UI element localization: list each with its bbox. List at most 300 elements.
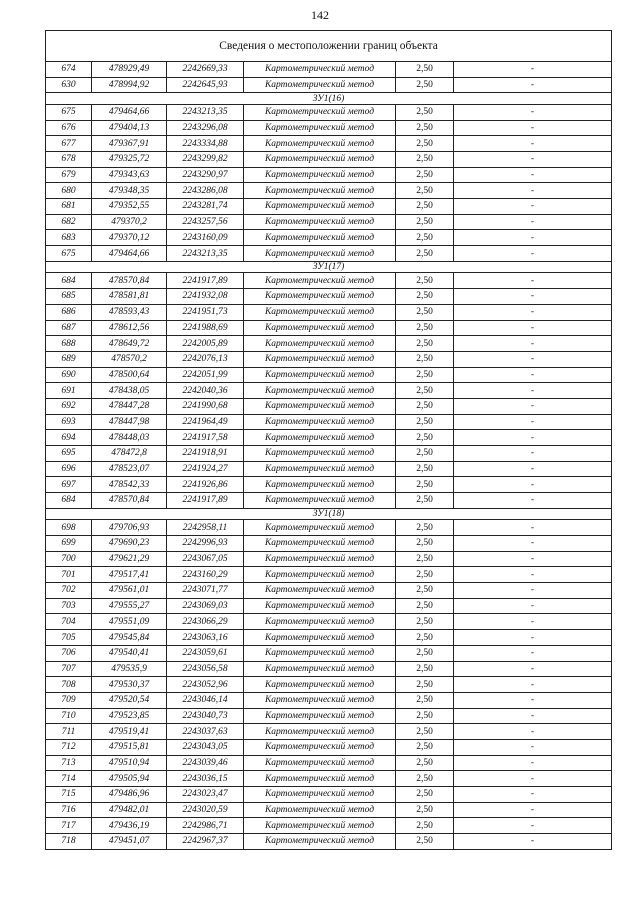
- point-number-cell: 707: [46, 661, 92, 677]
- y-coordinate-cell: 2243020,59: [167, 802, 244, 818]
- method-cell: Картометрический метод: [244, 461, 396, 477]
- accuracy-cell: 2,50: [396, 583, 454, 599]
- table-title: Сведения о местоположении границ объекта: [46, 31, 612, 62]
- accuracy-cell: 2,50: [396, 104, 454, 120]
- x-coordinate-cell: 479348,35: [92, 183, 167, 199]
- accuracy-cell: 2,50: [396, 661, 454, 677]
- description-cell: -: [454, 167, 612, 183]
- accuracy-cell: 2,50: [396, 199, 454, 215]
- x-coordinate-cell: 479706,93: [92, 520, 167, 536]
- x-coordinate-cell: 478438,05: [92, 383, 167, 399]
- accuracy-cell: 2,50: [396, 567, 454, 583]
- table-row: [46, 771, 612, 787]
- description-cell: -: [454, 739, 612, 755]
- table-row: [46, 273, 612, 289]
- point-number-cell: 703: [46, 598, 92, 614]
- point-number-cell: 685: [46, 289, 92, 305]
- point-number-cell: 718: [46, 834, 92, 850]
- y-coordinate-cell: 2243213,35: [167, 246, 244, 262]
- description-cell: -: [454, 246, 612, 262]
- table-row: [46, 152, 612, 168]
- table-row: [46, 214, 612, 230]
- x-coordinate-cell: 479545,84: [92, 630, 167, 646]
- y-coordinate-cell: 2243334,88: [167, 136, 244, 152]
- point-number-cell: 695: [46, 446, 92, 462]
- description-cell: -: [454, 430, 612, 446]
- method-cell: Картометрический метод: [244, 493, 396, 509]
- x-coordinate-cell: 478570,84: [92, 273, 167, 289]
- table-row: [46, 567, 612, 583]
- x-coordinate-cell: 478612,56: [92, 320, 167, 336]
- description-cell: -: [454, 677, 612, 693]
- description-cell: -: [454, 551, 612, 567]
- method-cell: Картометрический метод: [244, 567, 396, 583]
- y-coordinate-cell: 2243063,16: [167, 630, 244, 646]
- point-number-cell: 692: [46, 398, 92, 414]
- accuracy-cell: 2,50: [396, 398, 454, 414]
- description-cell: -: [454, 661, 612, 677]
- table-row: [46, 77, 612, 93]
- section-row: [46, 261, 612, 273]
- description-cell: -: [454, 755, 612, 771]
- method-cell: Картометрический метод: [244, 802, 396, 818]
- description-cell: -: [454, 802, 612, 818]
- method-cell: Картометрический метод: [244, 446, 396, 462]
- accuracy-cell: 2,50: [396, 645, 454, 661]
- accuracy-cell: 2,50: [396, 77, 454, 93]
- description-cell: -: [454, 289, 612, 305]
- description-cell: -: [454, 645, 612, 661]
- description-cell: -: [454, 692, 612, 708]
- y-coordinate-cell: 2243281,74: [167, 199, 244, 215]
- method-cell: Картометрический метод: [244, 414, 396, 430]
- method-cell: Картометрический метод: [244, 246, 396, 262]
- method-cell: Картометрический метод: [244, 834, 396, 850]
- x-coordinate-cell: 478593,43: [92, 304, 167, 320]
- accuracy-cell: 2,50: [396, 692, 454, 708]
- y-coordinate-cell: 2242669,33: [167, 62, 244, 78]
- x-coordinate-cell: 479690,23: [92, 536, 167, 552]
- y-coordinate-cell: 2243046,14: [167, 692, 244, 708]
- x-coordinate-cell: 479555,27: [92, 598, 167, 614]
- accuracy-cell: 2,50: [396, 493, 454, 509]
- point-number-cell: 690: [46, 367, 92, 383]
- method-cell: Картометрический метод: [244, 630, 396, 646]
- method-cell: Картометрический метод: [244, 645, 396, 661]
- accuracy-cell: 2,50: [396, 739, 454, 755]
- description-cell: -: [454, 520, 612, 536]
- point-number-cell: 705: [46, 630, 92, 646]
- table-row: [46, 692, 612, 708]
- y-coordinate-cell: 2242967,37: [167, 834, 244, 850]
- x-coordinate-cell: 479436,19: [92, 818, 167, 834]
- y-coordinate-cell: 2242958,11: [167, 520, 244, 536]
- y-coordinate-cell: 2242040,36: [167, 383, 244, 399]
- y-coordinate-cell: 2241964,49: [167, 414, 244, 430]
- description-cell: -: [454, 273, 612, 289]
- point-number-cell: 706: [46, 645, 92, 661]
- accuracy-cell: 2,50: [396, 536, 454, 552]
- x-coordinate-cell: 479464,66: [92, 246, 167, 262]
- y-coordinate-cell: 2243040,73: [167, 708, 244, 724]
- y-coordinate-cell: 2243056,58: [167, 661, 244, 677]
- y-coordinate-cell: 2242076,13: [167, 351, 244, 367]
- y-coordinate-cell: 2243037,63: [167, 724, 244, 740]
- point-number-cell: 694: [46, 430, 92, 446]
- x-coordinate-cell: 479451,07: [92, 834, 167, 850]
- accuracy-cell: 2,50: [396, 304, 454, 320]
- point-number-cell: 675: [46, 246, 92, 262]
- table-body: [46, 31, 612, 850]
- y-coordinate-cell: 2241917,89: [167, 493, 244, 509]
- y-coordinate-cell: 2242986,71: [167, 818, 244, 834]
- accuracy-cell: 2,50: [396, 246, 454, 262]
- table-row: [46, 536, 612, 552]
- accuracy-cell: 2,50: [396, 120, 454, 136]
- accuracy-cell: 2,50: [396, 630, 454, 646]
- x-coordinate-cell: 479343,63: [92, 167, 167, 183]
- table-row: [46, 645, 612, 661]
- x-coordinate-cell: 479523,85: [92, 708, 167, 724]
- point-number-cell: 630: [46, 77, 92, 93]
- point-number-cell: 693: [46, 414, 92, 430]
- table-row: [46, 320, 612, 336]
- description-cell: -: [454, 787, 612, 803]
- accuracy-cell: 2,50: [396, 771, 454, 787]
- description-cell: -: [454, 320, 612, 336]
- accuracy-cell: 2,50: [396, 289, 454, 305]
- description-cell: -: [454, 414, 612, 430]
- table-row: [46, 167, 612, 183]
- description-cell: -: [454, 398, 612, 414]
- method-cell: Картометрический метод: [244, 336, 396, 352]
- method-cell: Картометрический метод: [244, 477, 396, 493]
- accuracy-cell: 2,50: [396, 708, 454, 724]
- point-number-cell: 714: [46, 771, 92, 787]
- accuracy-cell: 2,50: [396, 614, 454, 630]
- point-number-cell: 680: [46, 183, 92, 199]
- table-row: [46, 430, 612, 446]
- method-cell: Картометрический метод: [244, 787, 396, 803]
- method-cell: Картометрический метод: [244, 771, 396, 787]
- description-cell: -: [454, 708, 612, 724]
- point-number-cell: 700: [46, 551, 92, 567]
- table-row: [46, 304, 612, 320]
- accuracy-cell: 2,50: [396, 320, 454, 336]
- table-row: [46, 834, 612, 850]
- y-coordinate-cell: 2243160,29: [167, 567, 244, 583]
- point-number-cell: 675: [46, 104, 92, 120]
- point-number-cell: 686: [46, 304, 92, 320]
- x-coordinate-cell: 479540,41: [92, 645, 167, 661]
- method-cell: Картометрический метод: [244, 351, 396, 367]
- y-coordinate-cell: 2241926,86: [167, 477, 244, 493]
- method-cell: Картометрический метод: [244, 152, 396, 168]
- table-row: [46, 183, 612, 199]
- section-row: [46, 508, 612, 520]
- point-number-cell: 684: [46, 493, 92, 509]
- method-cell: Картометрический метод: [244, 661, 396, 677]
- y-coordinate-cell: 2243071,77: [167, 583, 244, 599]
- table-row: [46, 446, 612, 462]
- y-coordinate-cell: 2243213,35: [167, 104, 244, 120]
- table-row: [46, 477, 612, 493]
- table-row: [46, 120, 612, 136]
- method-cell: Картометрический метод: [244, 536, 396, 552]
- x-coordinate-cell: 479482,01: [92, 802, 167, 818]
- section-label: ЗУ1(18): [46, 508, 612, 520]
- accuracy-cell: 2,50: [396, 834, 454, 850]
- y-coordinate-cell: 2243069,03: [167, 598, 244, 614]
- table-row: [46, 661, 612, 677]
- table-row: [46, 336, 612, 352]
- point-number-cell: 678: [46, 152, 92, 168]
- y-coordinate-cell: 2241951,73: [167, 304, 244, 320]
- point-number-cell: 701: [46, 567, 92, 583]
- method-cell: Картометрический метод: [244, 136, 396, 152]
- accuracy-cell: 2,50: [396, 818, 454, 834]
- method-cell: Картометрический метод: [244, 214, 396, 230]
- table-row: [46, 246, 612, 262]
- y-coordinate-cell: 2243296,08: [167, 120, 244, 136]
- table-row: [46, 677, 612, 693]
- point-number-cell: 698: [46, 520, 92, 536]
- x-coordinate-cell: 479551,09: [92, 614, 167, 630]
- description-cell: -: [454, 724, 612, 740]
- x-coordinate-cell: 479352,55: [92, 199, 167, 215]
- table-row: [46, 739, 612, 755]
- accuracy-cell: 2,50: [396, 461, 454, 477]
- section-label: ЗУ1(16): [46, 93, 612, 105]
- description-cell: -: [454, 199, 612, 215]
- method-cell: Картометрический метод: [244, 692, 396, 708]
- method-cell: Картометрический метод: [244, 551, 396, 567]
- page-number: 142: [311, 8, 329, 22]
- accuracy-cell: 2,50: [396, 755, 454, 771]
- section-label: ЗУ1(17): [46, 261, 612, 273]
- method-cell: Картометрический метод: [244, 724, 396, 740]
- accuracy-cell: 2,50: [396, 446, 454, 462]
- point-number-cell: 679: [46, 167, 92, 183]
- table-row: [46, 383, 612, 399]
- accuracy-cell: 2,50: [396, 414, 454, 430]
- method-cell: Картометрический метод: [244, 273, 396, 289]
- x-coordinate-cell: 479325,72: [92, 152, 167, 168]
- x-coordinate-cell: 478542,33: [92, 477, 167, 493]
- description-cell: -: [454, 304, 612, 320]
- y-coordinate-cell: 2243257,56: [167, 214, 244, 230]
- description-cell: -: [454, 62, 612, 78]
- x-coordinate-cell: 479486,96: [92, 787, 167, 803]
- y-coordinate-cell: 2243043,05: [167, 739, 244, 755]
- x-coordinate-cell: 479530,37: [92, 677, 167, 693]
- point-number-cell: 717: [46, 818, 92, 834]
- x-coordinate-cell: 478570,84: [92, 493, 167, 509]
- description-cell: -: [454, 230, 612, 246]
- point-number-cell: 688: [46, 336, 92, 352]
- y-coordinate-cell: 2241924,27: [167, 461, 244, 477]
- section-row: [46, 93, 612, 105]
- description-cell: -: [454, 136, 612, 152]
- method-cell: Картометрический метод: [244, 77, 396, 93]
- method-cell: Картометрический метод: [244, 320, 396, 336]
- y-coordinate-cell: 2243286,08: [167, 183, 244, 199]
- y-coordinate-cell: 2243052,96: [167, 677, 244, 693]
- accuracy-cell: 2,50: [396, 62, 454, 78]
- accuracy-cell: 2,50: [396, 336, 454, 352]
- y-coordinate-cell: 2243036,15: [167, 771, 244, 787]
- x-coordinate-cell: 479510,94: [92, 755, 167, 771]
- y-coordinate-cell: 2242645,93: [167, 77, 244, 93]
- description-cell: -: [454, 77, 612, 93]
- x-coordinate-cell: 478500,64: [92, 367, 167, 383]
- description-cell: -: [454, 598, 612, 614]
- x-coordinate-cell: 479535,9: [92, 661, 167, 677]
- x-coordinate-cell: 478581,81: [92, 289, 167, 305]
- description-cell: -: [454, 583, 612, 599]
- point-number-cell: 710: [46, 708, 92, 724]
- description-cell: -: [454, 214, 612, 230]
- point-number-cell: 708: [46, 677, 92, 693]
- description-cell: -: [454, 120, 612, 136]
- point-number-cell: 682: [46, 214, 92, 230]
- x-coordinate-cell: 479621,29: [92, 551, 167, 567]
- table-row: [46, 351, 612, 367]
- point-number-cell: 687: [46, 320, 92, 336]
- method-cell: Картометрический метод: [244, 199, 396, 215]
- accuracy-cell: 2,50: [396, 598, 454, 614]
- point-number-cell: 691: [46, 383, 92, 399]
- x-coordinate-cell: 478472,8: [92, 446, 167, 462]
- accuracy-cell: 2,50: [396, 551, 454, 567]
- table-row: [46, 802, 612, 818]
- y-coordinate-cell: 2243290,97: [167, 167, 244, 183]
- accuracy-cell: 2,50: [396, 136, 454, 152]
- table-row: [46, 818, 612, 834]
- method-cell: Картометрический метод: [244, 598, 396, 614]
- point-number-cell: 704: [46, 614, 92, 630]
- method-cell: Картометрический метод: [244, 104, 396, 120]
- accuracy-cell: 2,50: [396, 787, 454, 803]
- description-cell: -: [454, 771, 612, 787]
- x-coordinate-cell: 479505,94: [92, 771, 167, 787]
- description-cell: -: [454, 567, 612, 583]
- y-coordinate-cell: 2241988,69: [167, 320, 244, 336]
- method-cell: Картометрический метод: [244, 708, 396, 724]
- point-number-cell: 709: [46, 692, 92, 708]
- accuracy-cell: 2,50: [396, 273, 454, 289]
- method-cell: Картометрический метод: [244, 367, 396, 383]
- table-row: [46, 598, 612, 614]
- y-coordinate-cell: 2243067,05: [167, 551, 244, 567]
- x-coordinate-cell: 479370,2: [92, 214, 167, 230]
- point-number-cell: 696: [46, 461, 92, 477]
- point-number-cell: 699: [46, 536, 92, 552]
- boundary-coordinates-table: [45, 30, 612, 850]
- method-cell: Картометрический метод: [244, 818, 396, 834]
- point-number-cell: 677: [46, 136, 92, 152]
- point-number-cell: 711: [46, 724, 92, 740]
- point-number-cell: 674: [46, 62, 92, 78]
- method-cell: Картометрический метод: [244, 304, 396, 320]
- accuracy-cell: 2,50: [396, 430, 454, 446]
- description-cell: -: [454, 630, 612, 646]
- table-row: [46, 520, 612, 536]
- x-coordinate-cell: 478649,72: [92, 336, 167, 352]
- method-cell: Картометрический метод: [244, 120, 396, 136]
- description-cell: -: [454, 183, 612, 199]
- table-row: [46, 708, 612, 724]
- table-row: [46, 104, 612, 120]
- x-coordinate-cell: 479519,41: [92, 724, 167, 740]
- y-coordinate-cell: 2243039,46: [167, 755, 244, 771]
- table-row: [46, 414, 612, 430]
- table-row: [46, 398, 612, 414]
- accuracy-cell: 2,50: [396, 152, 454, 168]
- table-row: [46, 724, 612, 740]
- x-coordinate-cell: 478929,49: [92, 62, 167, 78]
- description-cell: -: [454, 367, 612, 383]
- table-row: [46, 136, 612, 152]
- y-coordinate-cell: 2243023,47: [167, 787, 244, 803]
- description-cell: -: [454, 104, 612, 120]
- x-coordinate-cell: 479404,13: [92, 120, 167, 136]
- method-cell: Картометрический метод: [244, 183, 396, 199]
- y-coordinate-cell: 2243299,82: [167, 152, 244, 168]
- accuracy-cell: 2,50: [396, 183, 454, 199]
- method-cell: Картометрический метод: [244, 383, 396, 399]
- accuracy-cell: 2,50: [396, 477, 454, 493]
- point-number-cell: 683: [46, 230, 92, 246]
- method-cell: Картометрический метод: [244, 62, 396, 78]
- description-cell: -: [454, 818, 612, 834]
- method-cell: Картометрический метод: [244, 230, 396, 246]
- description-cell: -: [454, 834, 612, 850]
- description-cell: -: [454, 536, 612, 552]
- x-coordinate-cell: 478447,28: [92, 398, 167, 414]
- x-coordinate-cell: 478447,98: [92, 414, 167, 430]
- table-row: [46, 230, 612, 246]
- accuracy-cell: 2,50: [396, 677, 454, 693]
- accuracy-cell: 2,50: [396, 167, 454, 183]
- x-coordinate-cell: 478523,07: [92, 461, 167, 477]
- table-row: [46, 787, 612, 803]
- table-row: [46, 630, 612, 646]
- y-coordinate-cell: 2241917,89: [167, 273, 244, 289]
- x-coordinate-cell: 478448,03: [92, 430, 167, 446]
- accuracy-cell: 2,50: [396, 802, 454, 818]
- y-coordinate-cell: 2243066,29: [167, 614, 244, 630]
- method-cell: Картометрический метод: [244, 430, 396, 446]
- y-coordinate-cell: 2241990,68: [167, 398, 244, 414]
- accuracy-cell: 2,50: [396, 214, 454, 230]
- y-coordinate-cell: 2241917,58: [167, 430, 244, 446]
- method-cell: Картометрический метод: [244, 614, 396, 630]
- description-cell: -: [454, 351, 612, 367]
- y-coordinate-cell: 2243160,09: [167, 230, 244, 246]
- description-cell: -: [454, 152, 612, 168]
- table-row: [46, 461, 612, 477]
- table-header-row: [46, 31, 612, 62]
- y-coordinate-cell: 2241932,08: [167, 289, 244, 305]
- table-row: [46, 493, 612, 509]
- table-row: [46, 62, 612, 78]
- x-coordinate-cell: 479367,91: [92, 136, 167, 152]
- description-cell: -: [454, 493, 612, 509]
- accuracy-cell: 2,50: [396, 230, 454, 246]
- x-coordinate-cell: 479520,54: [92, 692, 167, 708]
- accuracy-cell: 2,50: [396, 367, 454, 383]
